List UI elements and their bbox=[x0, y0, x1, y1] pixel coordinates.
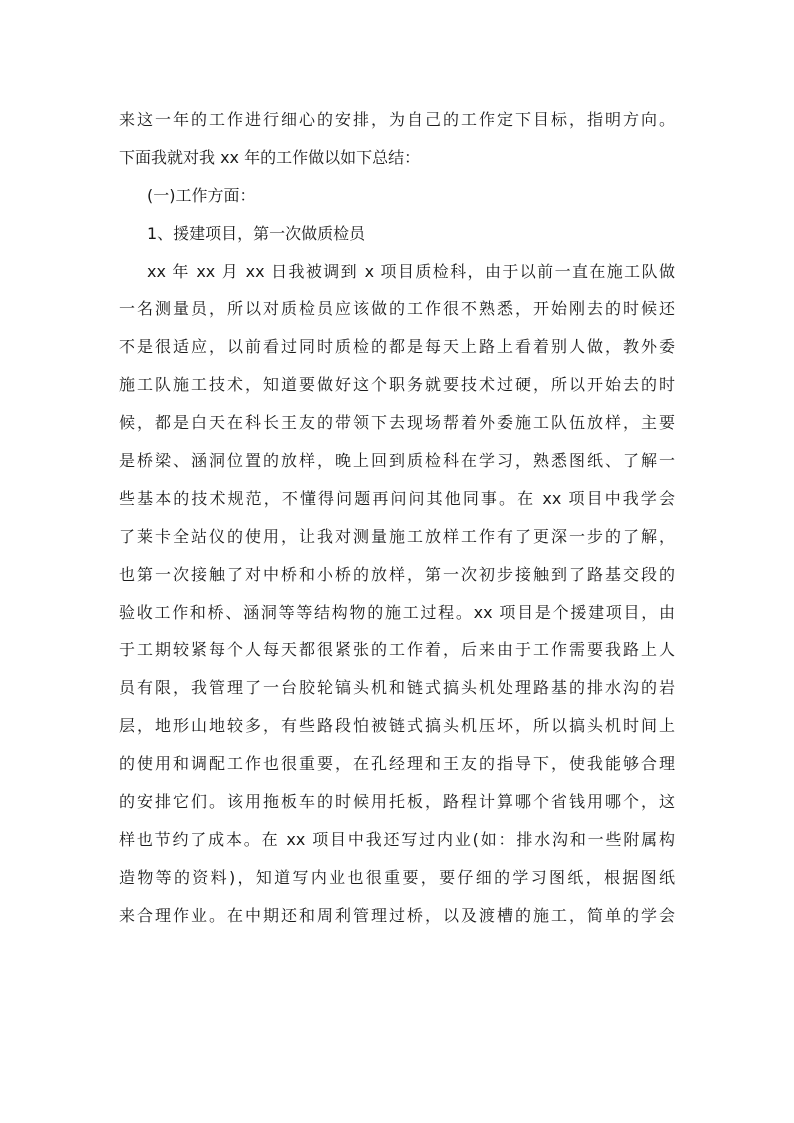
text-line: 于工期较紧每个人每天都很紧张的工作着，后来由于工作需要我路上人 bbox=[119, 640, 675, 660]
text-line: 来这一年的工作进行细心的安排，为自己的工作定下目标，指明方向。 bbox=[119, 110, 675, 129]
text-line: 些基本的技术规范，不懂得问题再问问其他同事。在 xx 项目中我学会 bbox=[119, 488, 675, 508]
text-line: 验收工作和桥、涵洞等等结构物的施工过程。xx 项目是个援建项目，由 bbox=[119, 602, 675, 622]
text-line: 不是很适应，以前看过同时质检的都是每天上路上看着别人做，教外委 bbox=[119, 337, 675, 357]
text-line: 层，地形山地较多，有些路段怕被链式搞头机压坏，所以搞头机时间上 bbox=[119, 716, 675, 736]
text-line: 的安排它们。该用拖板车的时候用托板，路程计算哪个省钱用哪个，这 bbox=[119, 792, 675, 812]
text-line: 1、援建项目，第一次做质检员 bbox=[147, 223, 366, 243]
text-line: 造物等的资料)，知道写内业也很重要，要仔细的学习图纸，根据图纸 bbox=[119, 867, 675, 887]
text-line: 是桥梁、涵洞位置的放样，晚上回到质检科在学习，熟悉图纸、了解一 bbox=[119, 451, 675, 471]
text-line: 来合理作业。在中期还和周利管理过桥，以及渡槽的施工，简单的学会 bbox=[119, 905, 675, 925]
text-line: 员有限，我管理了一台胶轮镐头机和链式搞头机处理路基的排水沟的岩 bbox=[119, 678, 675, 698]
text-line: 也第一次接触了对中桥和小桥的放样，第一次初步接触到了路基交段的 bbox=[119, 564, 675, 584]
body-text bbox=[119, 101, 675, 935]
text-line: 了莱卡全站仪的使用，让我对测量施工放样工作有了更深一步的了解， bbox=[119, 526, 675, 546]
text-line: 候，都是白天在科长王友的带领下去现场帮着外委施工队伍放样，主要 bbox=[119, 413, 675, 433]
text-line: 下面我就对我 xx 年的工作做以如下总结： bbox=[119, 147, 421, 167]
text-line: 一名测量员，所以对质检员应该做的工作很不熟悉，开始刚去的时候还 bbox=[119, 299, 675, 319]
text-line: (一)工作方面： bbox=[147, 185, 256, 205]
text-line: xx 年 xx 月 xx 日我被调到 x 项目质检科，由于以前一直在施工队做 bbox=[147, 261, 675, 281]
text-line: 施工队施工技术，知道要做好这个职务就要技术过硬，所以开始去的时 bbox=[119, 375, 675, 395]
text-line: 样也节约了成本。在 xx 项目中我还写过内业(如：排水沟和一些附属构 bbox=[119, 829, 675, 849]
text-line: 的使用和调配工作也很重要，在孔经理和王友的指导下，使我能够合理 bbox=[119, 754, 675, 774]
